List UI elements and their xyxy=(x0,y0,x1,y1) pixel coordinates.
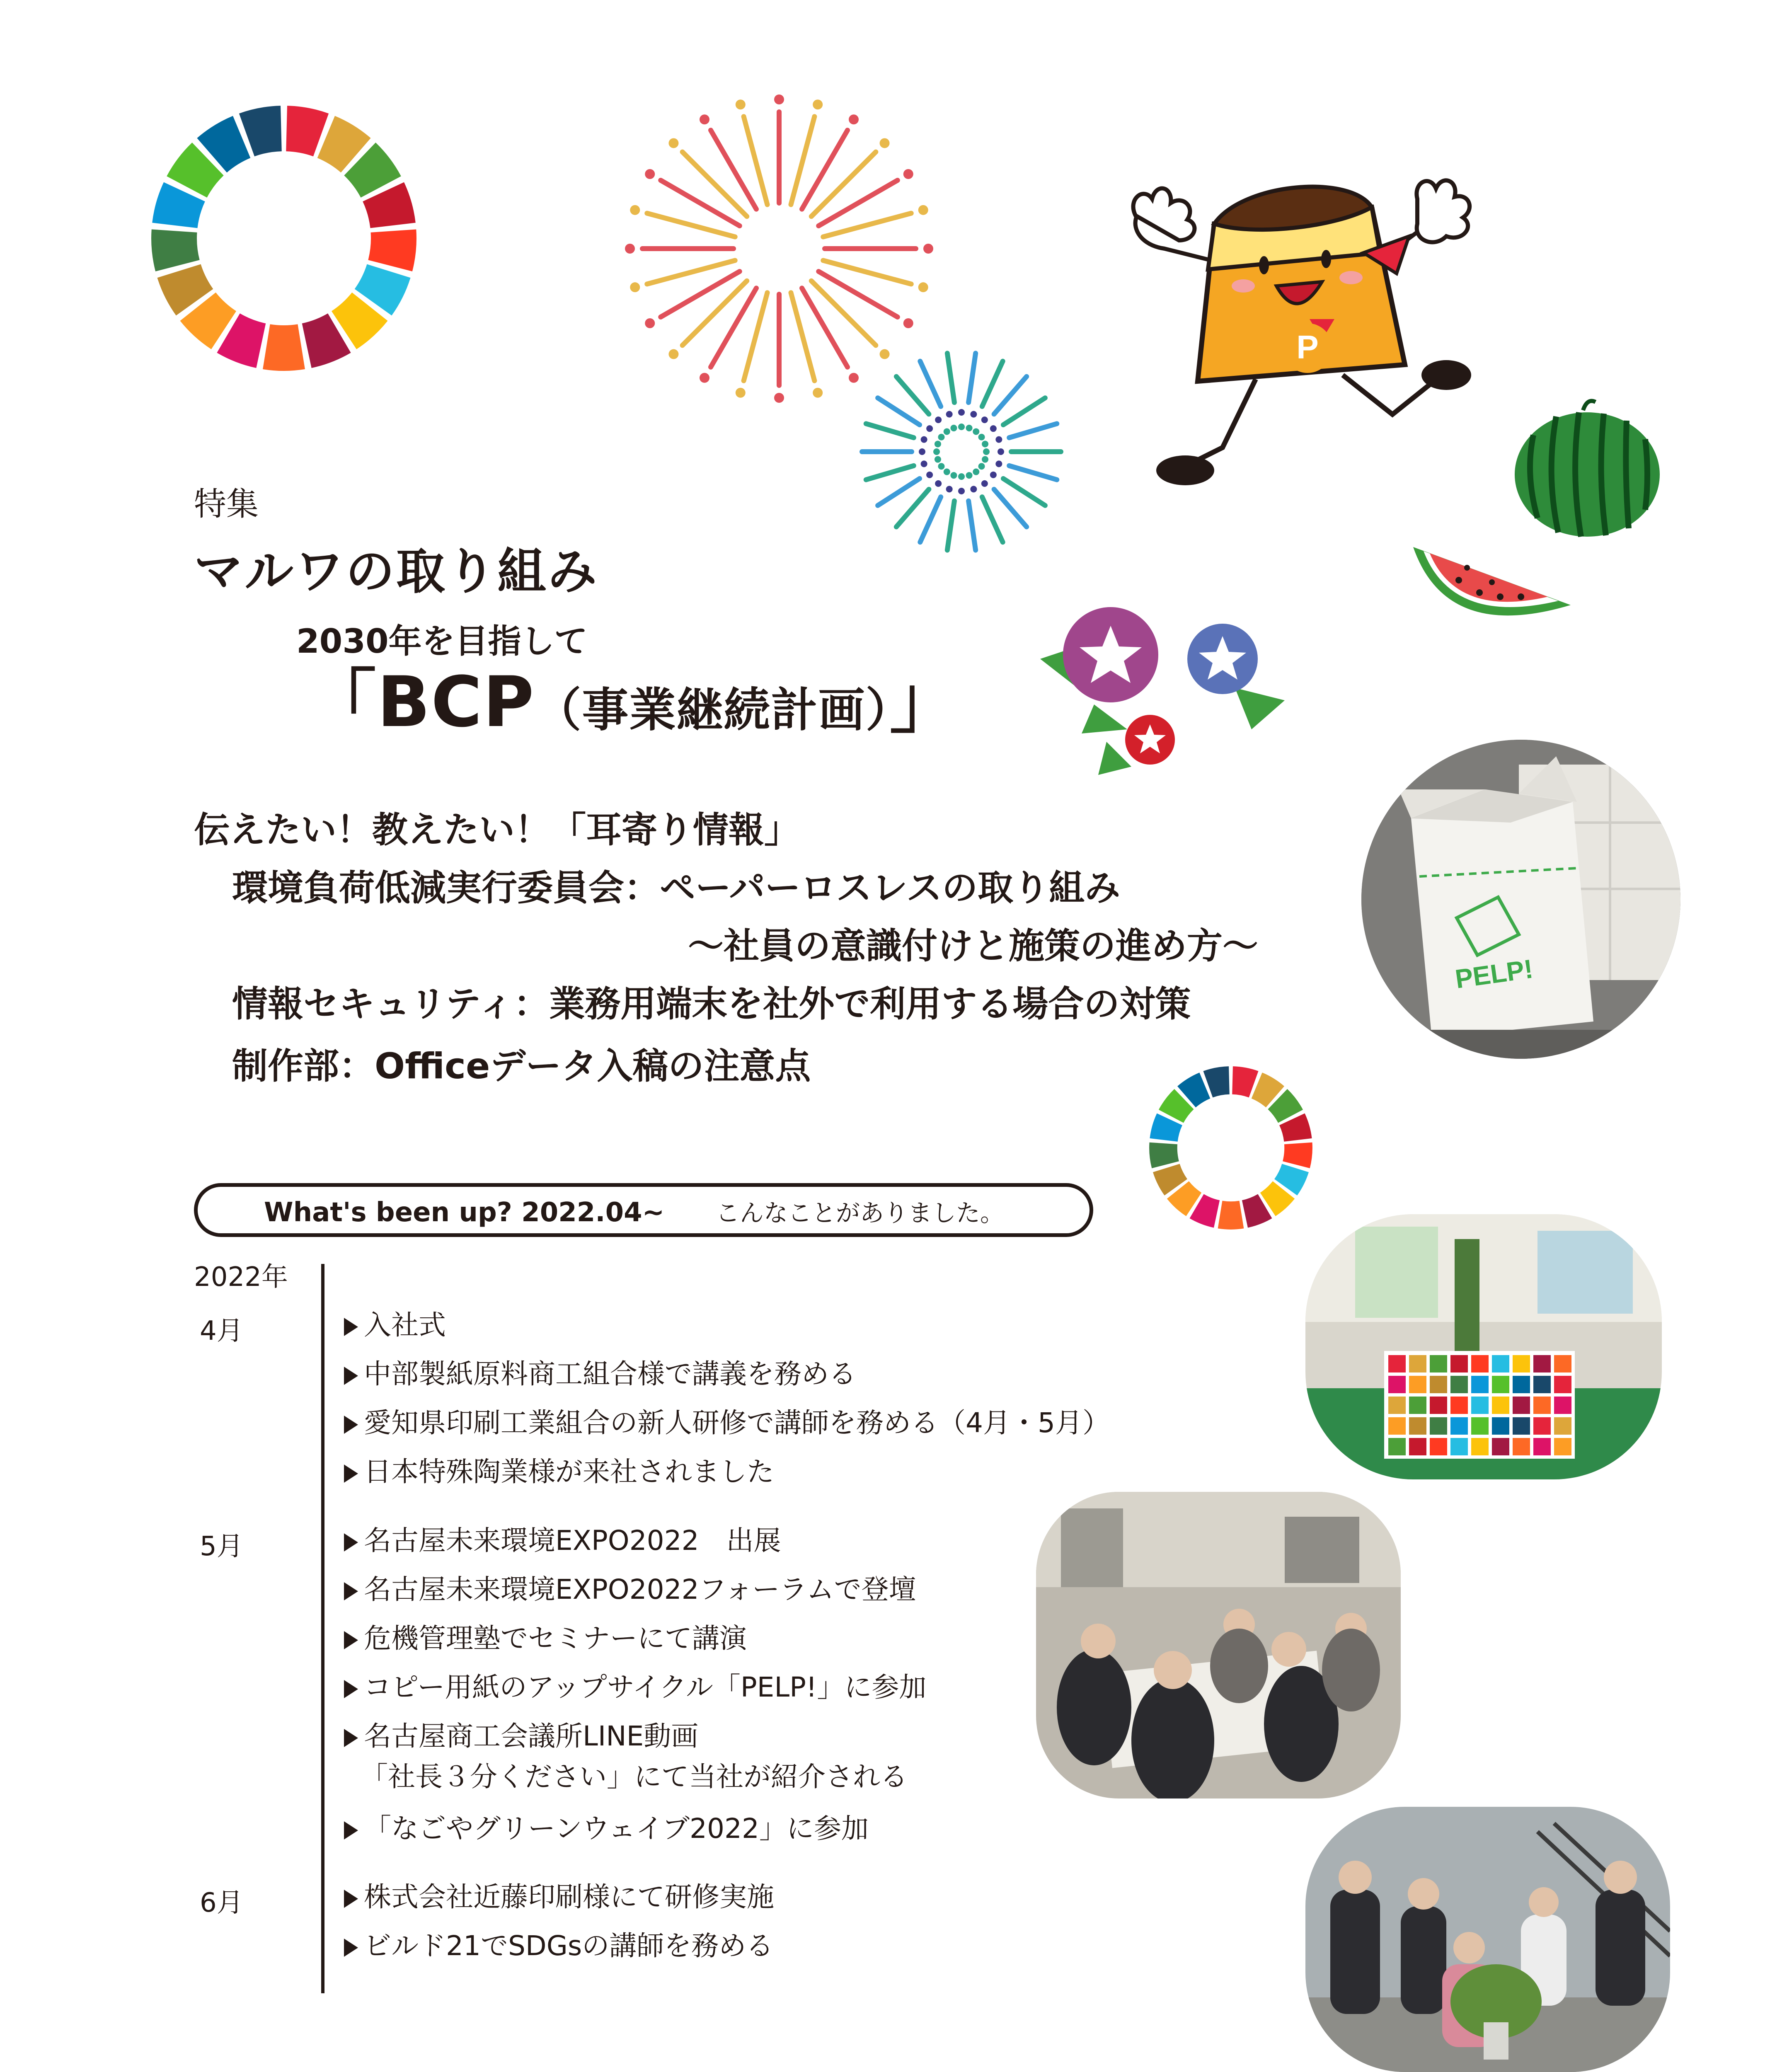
firework-dot xyxy=(998,448,1004,455)
arrow-icon xyxy=(344,1367,358,1385)
sdg-tile xyxy=(1409,1417,1426,1435)
firework-dot xyxy=(950,425,957,431)
firework-dot xyxy=(958,473,965,480)
photo-group xyxy=(1305,1807,1670,2072)
firework-dot xyxy=(813,388,823,398)
svg-text:P: P xyxy=(1296,329,1319,366)
arrow-icon xyxy=(344,1821,358,1840)
event-item: 危機管理塾でセミナーにて講演 xyxy=(344,1619,747,1658)
timeline-year: 2022年 xyxy=(194,1262,288,1293)
firework-dot xyxy=(973,428,979,435)
firework-dot xyxy=(970,411,977,418)
sdg-tile xyxy=(1513,1376,1530,1393)
sdg-tile xyxy=(1430,1355,1447,1372)
sdg-segment xyxy=(151,229,200,271)
sdg-tile xyxy=(1533,1397,1551,1414)
sdg-tile xyxy=(1471,1417,1489,1435)
arrow-icon xyxy=(344,1582,358,1600)
bcp-close: 」 xyxy=(889,661,960,743)
firework-dot xyxy=(918,282,928,292)
firework-dot xyxy=(700,373,709,383)
arrow-icon xyxy=(344,1318,358,1336)
firework-dot xyxy=(990,472,997,478)
sdg-segment xyxy=(1149,1143,1179,1168)
sdg-tile xyxy=(1533,1355,1551,1372)
sdg-tile xyxy=(1409,1376,1426,1393)
sdg-tile xyxy=(1450,1417,1468,1435)
firework-ray xyxy=(994,489,1027,527)
sdg-tile xyxy=(1513,1438,1530,1455)
firework-dot xyxy=(630,205,640,215)
sdg-tile xyxy=(1430,1397,1447,1414)
morning-glory-icon xyxy=(1028,593,1293,783)
sdg-tile xyxy=(1409,1355,1426,1372)
event-item: 日本特殊陶業様が来社されました xyxy=(344,1452,774,1492)
firework-dot xyxy=(983,448,990,455)
firework-dot xyxy=(966,425,973,431)
firework-ray xyxy=(1009,466,1057,480)
firework-dot xyxy=(774,94,784,104)
sdg-tile xyxy=(1450,1438,1468,1455)
firework-teal-icon xyxy=(845,336,1077,568)
firework-ray xyxy=(866,424,914,438)
arrow-icon xyxy=(344,1464,358,1483)
firework-ray xyxy=(896,377,929,414)
sdg-tile xyxy=(1450,1355,1468,1372)
event-item: 株式会社近藤印刷様にて研修実施 xyxy=(344,1877,774,1917)
firework-ray xyxy=(878,479,920,506)
sdg-segment xyxy=(1283,1143,1312,1168)
arrow-icon xyxy=(344,1533,358,1552)
arrow-icon xyxy=(344,1890,358,1908)
firework-dot xyxy=(981,416,988,423)
event-item: 愛知県印刷工業組合の新人研修で講師を務める（4月・5月） xyxy=(344,1403,1110,1443)
firework-ray xyxy=(968,353,976,402)
firework-dot xyxy=(926,425,933,432)
pelp-box-label: PELP! xyxy=(1453,954,1535,994)
firework-dot xyxy=(938,463,944,470)
month-june: 6月 xyxy=(200,1888,243,1918)
arrow-icon xyxy=(344,1416,358,1434)
firework-ray xyxy=(683,281,747,346)
firework-dot xyxy=(645,169,655,179)
firework-dot xyxy=(645,318,655,328)
firework-dot xyxy=(630,282,640,292)
sdg-wheel-small xyxy=(1148,1065,1314,1231)
bcp-heading xyxy=(307,661,960,743)
firework-ray xyxy=(683,152,747,217)
sdg-tile xyxy=(1554,1397,1571,1414)
event-item: 名古屋未来環境EXPO2022 出展 xyxy=(344,1521,781,1561)
sdg-tile xyxy=(1492,1438,1509,1455)
event-item: コピー用紙のアップサイクル「PELP!」に参加 xyxy=(344,1668,926,1707)
sdg-tile xyxy=(1492,1397,1509,1414)
firework-dot xyxy=(903,318,913,328)
pudding-mascot-icon xyxy=(1119,149,1475,497)
sdg-tile xyxy=(1492,1417,1509,1435)
sdg-tile xyxy=(1492,1376,1509,1393)
firework-ray xyxy=(896,489,929,527)
firework-dot xyxy=(668,138,678,148)
sdg-tile xyxy=(1430,1417,1447,1435)
sdg-tile xyxy=(1388,1438,1406,1455)
firework-ray xyxy=(982,497,1003,542)
firework-dot xyxy=(923,244,933,254)
sdg-tile xyxy=(1388,1355,1406,1372)
sdg-wheel-large xyxy=(149,104,419,373)
arrow-icon xyxy=(344,1680,358,1698)
arrow-icon xyxy=(344,1729,358,1747)
sdg-segment xyxy=(1218,1201,1244,1230)
firework-ray xyxy=(1009,424,1057,438)
section-office-data: 制作部：Officeデータ入稿の注意点 xyxy=(232,1046,811,1087)
banner-japanese: こんなことがありました。 xyxy=(716,1199,1005,1227)
firework-dot xyxy=(995,436,1002,443)
sdg-tile xyxy=(1554,1376,1571,1393)
month-may: 5月 xyxy=(200,1531,243,1562)
photo-pelp-box xyxy=(1361,740,1680,1059)
arrow-icon xyxy=(344,1631,358,1649)
feature-label: 特集 xyxy=(194,486,259,523)
section-heading-mimiyori: 伝えたい！教えたい！「耳寄り情報」 xyxy=(194,809,800,851)
bcp-inner: （事業継続計画） xyxy=(535,683,890,737)
firework-dot xyxy=(935,441,941,447)
firework-dot xyxy=(944,469,950,475)
firework-dot xyxy=(978,434,985,441)
firework-dot xyxy=(981,480,988,487)
bcp-open: 「BCP xyxy=(307,661,535,743)
sdg-tile xyxy=(1554,1417,1571,1435)
sdg-tile xyxy=(1430,1376,1447,1393)
event-item-continued: 「社長３分ください」にて当社が紹介される xyxy=(361,1761,908,1793)
event-item: 名古屋商工会議所LINE動画 xyxy=(344,1716,698,1756)
firework-dot xyxy=(982,456,988,463)
sdg-tile xyxy=(1471,1397,1489,1414)
sdg-tile xyxy=(1430,1438,1447,1455)
photo-seminar xyxy=(1036,1492,1401,1798)
firework-ray xyxy=(994,377,1027,414)
firework-dot xyxy=(668,349,678,359)
firework-dot xyxy=(944,428,950,435)
watermelon-icon xyxy=(1508,398,1666,539)
firework-dot xyxy=(918,205,928,215)
firework-ray xyxy=(1003,479,1045,506)
photo-expo-booth xyxy=(1305,1214,1662,1479)
firework-dot xyxy=(903,169,913,179)
event-item: 「なごやグリーンウェイブ2022」に参加 xyxy=(344,1809,869,1849)
sdg-tile xyxy=(1533,1417,1551,1435)
firework-dot xyxy=(935,416,942,423)
firework-dot xyxy=(880,138,890,148)
timeline-line xyxy=(321,1264,324,1993)
firework-ray xyxy=(920,361,941,407)
feature-title: マルワの取り組み xyxy=(194,543,599,600)
firework-dot xyxy=(933,448,940,455)
firework-dot xyxy=(926,472,933,478)
sdg-tile xyxy=(1513,1417,1530,1435)
event-item: 名古屋未来環境EXPO2022フォーラムで登壇 xyxy=(344,1570,916,1610)
section-paperless-sub: ～社員の意識付けと施策の進め方～ xyxy=(688,925,1258,967)
banner-english: What's been up? 2022.04~ xyxy=(264,1197,665,1228)
firework-ray xyxy=(947,501,954,550)
sdg-tile xyxy=(1409,1397,1426,1414)
firework-dot xyxy=(935,456,941,463)
firework-dot xyxy=(982,441,988,447)
sdg-tile xyxy=(1513,1355,1530,1372)
firework-dot xyxy=(946,486,953,492)
feature-subtitle: 2030年を目指して xyxy=(296,622,588,661)
firework-dot xyxy=(625,244,635,254)
firework-dot xyxy=(973,469,979,475)
sdg-segment xyxy=(368,229,416,271)
firework-dot xyxy=(736,99,746,109)
sdg-tile xyxy=(1554,1438,1571,1455)
firework-dot xyxy=(938,434,944,441)
firework-ray xyxy=(982,361,1003,407)
sdg-tile xyxy=(1492,1355,1509,1372)
firework-ray xyxy=(878,398,920,425)
firework-dot xyxy=(958,488,965,494)
sdg-tile xyxy=(1533,1376,1551,1393)
firework-dot xyxy=(736,388,746,398)
sdg-tile xyxy=(1513,1397,1530,1414)
event-item: ビルド21でSDGsの講師を務める xyxy=(344,1926,773,1966)
firework-dot xyxy=(813,99,823,109)
section-security: 情報セキュリティ：業務用端末を社外で利用する場合の対策 xyxy=(232,983,1191,1025)
watermelon-slice-icon xyxy=(1405,535,1579,655)
sdg-tile xyxy=(1471,1438,1489,1455)
firework-dot xyxy=(966,472,973,479)
sdg-tile xyxy=(1554,1355,1571,1372)
whats-been-up-banner xyxy=(194,1183,1093,1237)
firework-ray xyxy=(811,152,876,217)
firework-ray xyxy=(968,501,976,550)
firework-dot xyxy=(919,448,925,455)
firework-ray xyxy=(866,466,914,480)
sdg-segment xyxy=(263,324,305,371)
sdg-tile xyxy=(1450,1376,1468,1393)
firework-dot xyxy=(978,463,985,470)
sdg-tile xyxy=(1533,1438,1551,1455)
firework-dot xyxy=(946,411,953,418)
firework-dot xyxy=(921,436,927,443)
sdg-tile xyxy=(1409,1438,1426,1455)
sdg-tile xyxy=(1471,1355,1489,1372)
firework-dot xyxy=(950,472,957,479)
sdg-tile xyxy=(1450,1397,1468,1414)
firework-dot xyxy=(958,409,965,416)
firework-dot xyxy=(700,114,709,124)
section-paperless: 環境負荷低減実行委員会：ペーパーロスレスの取り組み xyxy=(232,867,1121,909)
firework-dot xyxy=(849,114,859,124)
firework-dot xyxy=(970,486,977,492)
sdg-tile xyxy=(1388,1397,1406,1414)
firework-dot xyxy=(990,425,997,432)
firework-dot xyxy=(921,460,927,467)
firework-dot xyxy=(995,460,1002,467)
firework-dot xyxy=(958,424,965,430)
event-item: 中部製紙原料商工組合様で講義を務める xyxy=(344,1354,856,1394)
event-item: 入社式 xyxy=(344,1305,446,1345)
sdg-tile xyxy=(1471,1376,1489,1393)
firework-ray xyxy=(1003,398,1045,425)
sdg-tile xyxy=(1388,1376,1406,1393)
firework-dot xyxy=(935,480,942,487)
firework-ray xyxy=(947,353,954,402)
arrow-icon xyxy=(344,1939,358,1957)
firework-dot xyxy=(774,393,784,403)
sdg-tile xyxy=(1388,1417,1406,1435)
firework-ray xyxy=(920,497,941,542)
month-april: 4月 xyxy=(200,1316,243,1346)
